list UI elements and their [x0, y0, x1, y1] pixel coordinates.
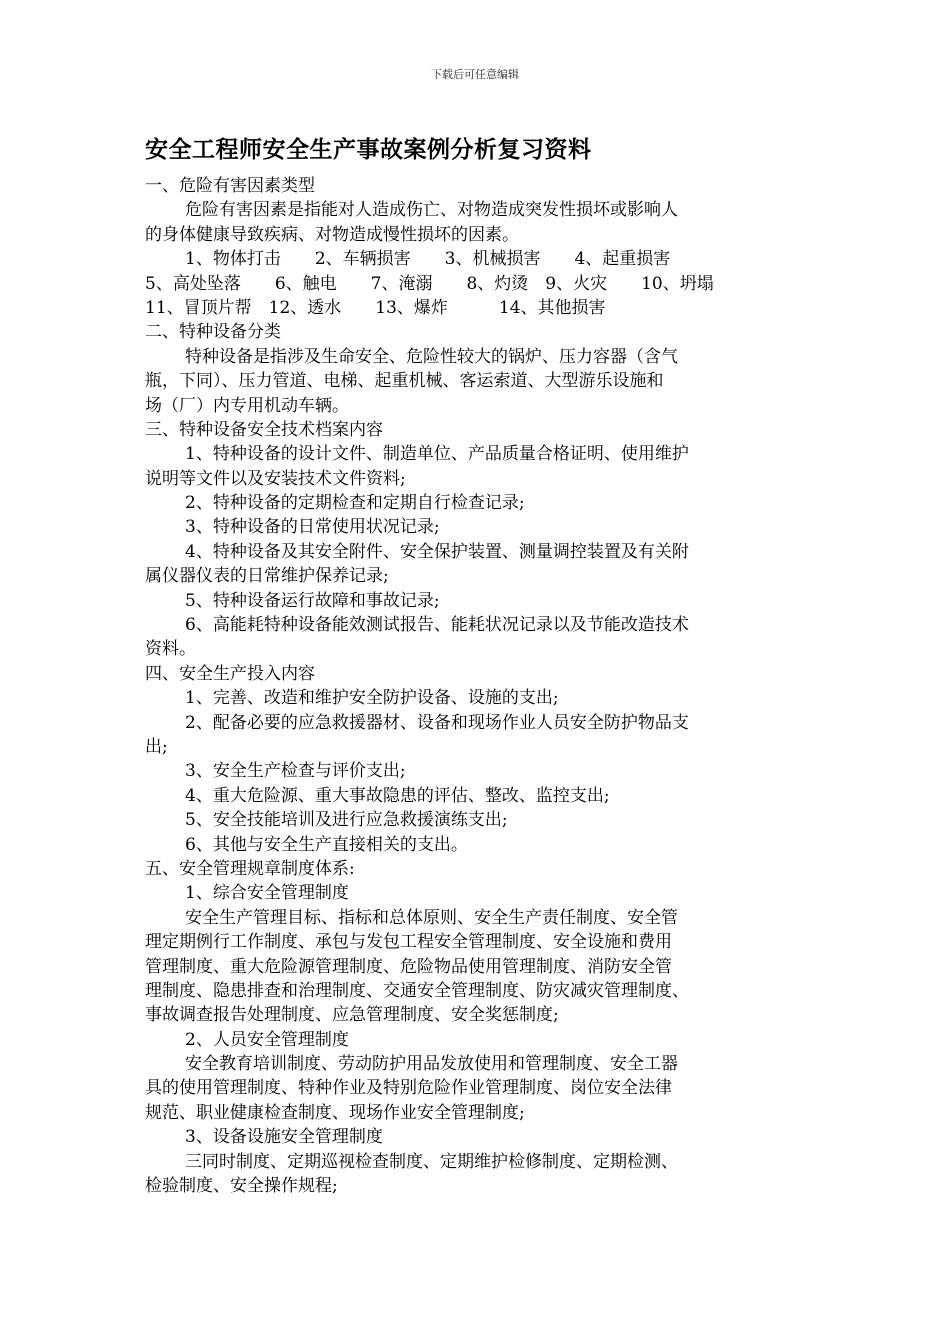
text-line: 安全教育培训制度、劳动防护用品发放使用和管理制度、安全工器	[185, 1054, 678, 1075]
text-line: 瓶，下同）、压力管道、电梯、起重机械、客运索道、大型游乐设施和	[145, 371, 664, 392]
text-line: 的身体健康导致疾病、对物造成慢性损坏的因素。	[145, 224, 519, 245]
text-line: 6、高能耗特种设备能效测试报告、能耗状况记录以及节能改造技术	[185, 615, 689, 636]
text-line: 管理制度、重大危险源管理制度、危险物品使用管理制度、消防安全管	[145, 956, 672, 977]
text-line: 特种设备是指涉及生命安全、危险性较大的锅炉、压力容器（含气	[185, 346, 678, 367]
text-line: 五、安全管理规章制度体系:	[145, 858, 355, 879]
text-line: 2、人员安全管理制度	[185, 1029, 349, 1050]
text-line: 三同时制度、定期巡视检查制度、定期维护检修制度、定期检测、	[185, 1151, 678, 1172]
document-title: 安全工程师安全生产事故案例分析复习资料	[145, 137, 592, 163]
text-line: 4、特种设备及其安全附件、安全保护装置、测量调控装置及有关附	[185, 541, 689, 562]
text-line: 1、完善、改造和维护安全防护设备、设施的支出;	[185, 688, 559, 709]
text-line: 三、特种设备安全技术档案内容	[145, 419, 383, 440]
text-line: 理制度、隐患排查和治理制度、交通安全管理制度、防灾减灾管理制度、	[145, 980, 689, 1001]
page-header: 下载后可任意编辑	[431, 68, 519, 81]
text-line: 5、安全技能培训及进行应急救援演练支出;	[185, 810, 508, 831]
text-line: 二、特种设备分类	[145, 322, 281, 343]
text-line: 11、冒顶片帮 12、透水 13、爆炸 14、其他损害	[145, 297, 606, 318]
document-body	[145, 134, 815, 1198]
text-line: 3、安全生产检查与评价支出;	[185, 761, 406, 782]
text-line: 3、设备设施安全管理制度	[185, 1127, 383, 1148]
text-line: 说明等文件以及安装技术文件资料;	[145, 468, 406, 489]
text-line: 资料。	[145, 639, 196, 660]
text-line: 规范、职业健康检查制度、现场作业安全管理制度;	[145, 1102, 525, 1123]
text-line: 1、综合安全管理制度	[185, 883, 349, 904]
text-line: 1、物体打击 2、车辆损害 3、机械损害 4、起重损害	[185, 249, 671, 270]
text-line: 1、特种设备的设计文件、制造单位、产品质量合格证明、使用维护	[185, 444, 689, 465]
text-line: 2、特种设备的定期检查和定期自行检查记录;	[185, 493, 525, 514]
text-line: 具的使用管理制度、特种作业及特别危险作业管理制度、岗位安全法律	[145, 1078, 672, 1099]
text-line: 安全生产管理目标、指标和总体原则、安全生产责任制度、安全管	[185, 907, 678, 928]
text-line: 5、特种设备运行故障和事故记录;	[185, 590, 440, 611]
text-line: 场（厂）内专用机动车辆。	[145, 395, 349, 416]
text-line: 出;	[145, 736, 168, 757]
text-line: 危险有害因素是指能对人造成伤亡、对物造成突发性损坏或影响人	[185, 200, 678, 221]
text-line: 事故调查报告处理制度、应急管理制度、安全奖惩制度;	[145, 1005, 559, 1026]
text-lines	[145, 174, 815, 1198]
text-line: 2、配备必要的应急救援器材、设备和现场作业人员安全防护物品支	[185, 712, 689, 733]
text-line: 5、高处坠落 6、触电 7、淹溺 8、灼烫 9、火灾 10、坍塌	[145, 273, 714, 294]
text-line: 四、安全生产投入内容	[145, 663, 315, 684]
text-line: 理定期例行工作制度、承包与发包工程安全管理制度、安全设施和费用	[145, 932, 672, 953]
text-line: 4、重大危险源、重大事故隐患的评估、整改、监控支出;	[185, 785, 610, 806]
text-line: 属仪器仪表的日常维护保养记录;	[145, 566, 389, 587]
text-line: 一、危险有害因素类型	[145, 176, 315, 196]
text-line: 3、特种设备的日常使用状况记录;	[185, 517, 440, 538]
text-line: 6、其他与安全生产直接相关的支出。	[185, 834, 468, 855]
text-line: 检验制度、安全操作规程;	[145, 1176, 338, 1197]
